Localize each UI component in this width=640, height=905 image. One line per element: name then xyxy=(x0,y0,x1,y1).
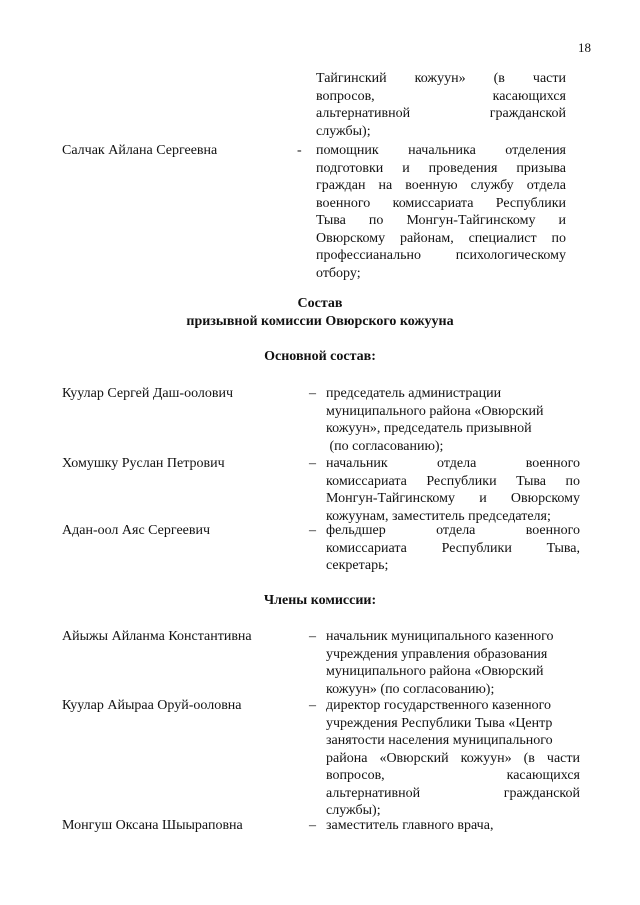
member-role xyxy=(326,817,580,835)
member-role xyxy=(326,628,580,698)
dash: – xyxy=(309,629,316,644)
text-line: помощник начальника отделения xyxy=(316,143,566,158)
continuation-text xyxy=(316,70,566,140)
text-line: занятости населения муниципального xyxy=(326,733,553,748)
text-line: кожуунам, заместитель председателя; xyxy=(326,508,551,524)
member-role xyxy=(316,142,566,282)
page-number: 18 xyxy=(578,40,591,55)
dash: – xyxy=(309,818,316,833)
section-title: Состав xyxy=(297,296,343,311)
text-line: военного комиссариата Республики xyxy=(316,195,566,211)
text-line: учреждения Республики Тыва «Центр xyxy=(326,715,553,731)
text-line: альтернативной гражданской xyxy=(316,106,566,121)
text-line: службы); xyxy=(326,803,381,818)
text-line: службы); xyxy=(316,123,371,139)
dash: – xyxy=(309,456,316,471)
text-line: секретарь; xyxy=(326,558,389,573)
member-name: Айыжы Айланма Константивна xyxy=(62,629,252,644)
dash: - xyxy=(297,143,302,158)
text-line: вопросов, касающихся xyxy=(326,768,580,783)
member-name: Хомушку Руслан Петрович xyxy=(62,456,225,471)
member-name: Куулар Айыраа Оруй-ооловна xyxy=(62,698,242,713)
member-role xyxy=(326,522,580,575)
text-line: Овюрскому районам, специалист по xyxy=(316,230,566,246)
text-line: отбору; xyxy=(316,265,361,281)
text-line: Монгун-Тайгинскому и Овюрскому xyxy=(326,491,580,506)
text-line: кожуун» (по согласованию); xyxy=(326,681,495,697)
text-line: комиссариата Республики Тыва по xyxy=(326,473,580,489)
text-line: профессианально психологическому xyxy=(316,248,566,263)
text-line: подготовки и проведения призыва xyxy=(316,160,566,176)
text-line: фельдшер отдела военного xyxy=(326,523,580,538)
text-line: кожуун», председатель призывной xyxy=(326,421,532,436)
text-line: (по согласованию); xyxy=(326,438,444,454)
member-name: Адан-оол Аяс Сергеевич xyxy=(62,523,211,538)
text-line: начальник отдела военного xyxy=(326,456,580,471)
member-role xyxy=(326,385,580,455)
dash: – xyxy=(309,386,316,401)
section-subtitle: призывной комиссии Овюрского кожууна xyxy=(186,314,454,329)
members-heading: Члены комиссии: xyxy=(263,593,377,608)
text-line: заместитель главного врача, xyxy=(326,818,494,833)
text-line: учреждения управления образования xyxy=(326,646,548,662)
text-line: муниципального района «Овюрский xyxy=(326,403,544,419)
member-role xyxy=(326,697,580,820)
text-line: Тыва по Монгун-Тайгинскому и xyxy=(316,213,566,228)
text-line: вопросов, касающихся xyxy=(316,88,566,104)
text-line: Тайгинский кожуун» (в части xyxy=(316,71,566,86)
text-line: председатель администрации xyxy=(326,386,502,401)
dash: – xyxy=(309,523,316,538)
text-line: директор государственного казенного xyxy=(326,698,551,713)
member-name: Монгуш Оксана Шыыраповна xyxy=(62,818,243,833)
text-line: граждан на военную службу отдела xyxy=(316,178,566,193)
text-line: района «Овюрский кожуун» (в части xyxy=(326,750,580,766)
text-line: альтернативной гражданской xyxy=(326,785,580,801)
dash: – xyxy=(309,698,316,713)
main-heading: Основной состав: xyxy=(264,349,376,364)
text-line: муниципального района «Овюрский xyxy=(326,664,544,679)
text-line: комиссариата Республики Тыва, xyxy=(326,540,580,556)
member-name: Куулар Сергей Даш-оолович xyxy=(62,386,234,401)
member-name: Салчак Айлана Сергеевна xyxy=(62,143,218,158)
text-line: начальник муниципального казенного xyxy=(326,629,554,644)
member-role xyxy=(326,455,580,525)
